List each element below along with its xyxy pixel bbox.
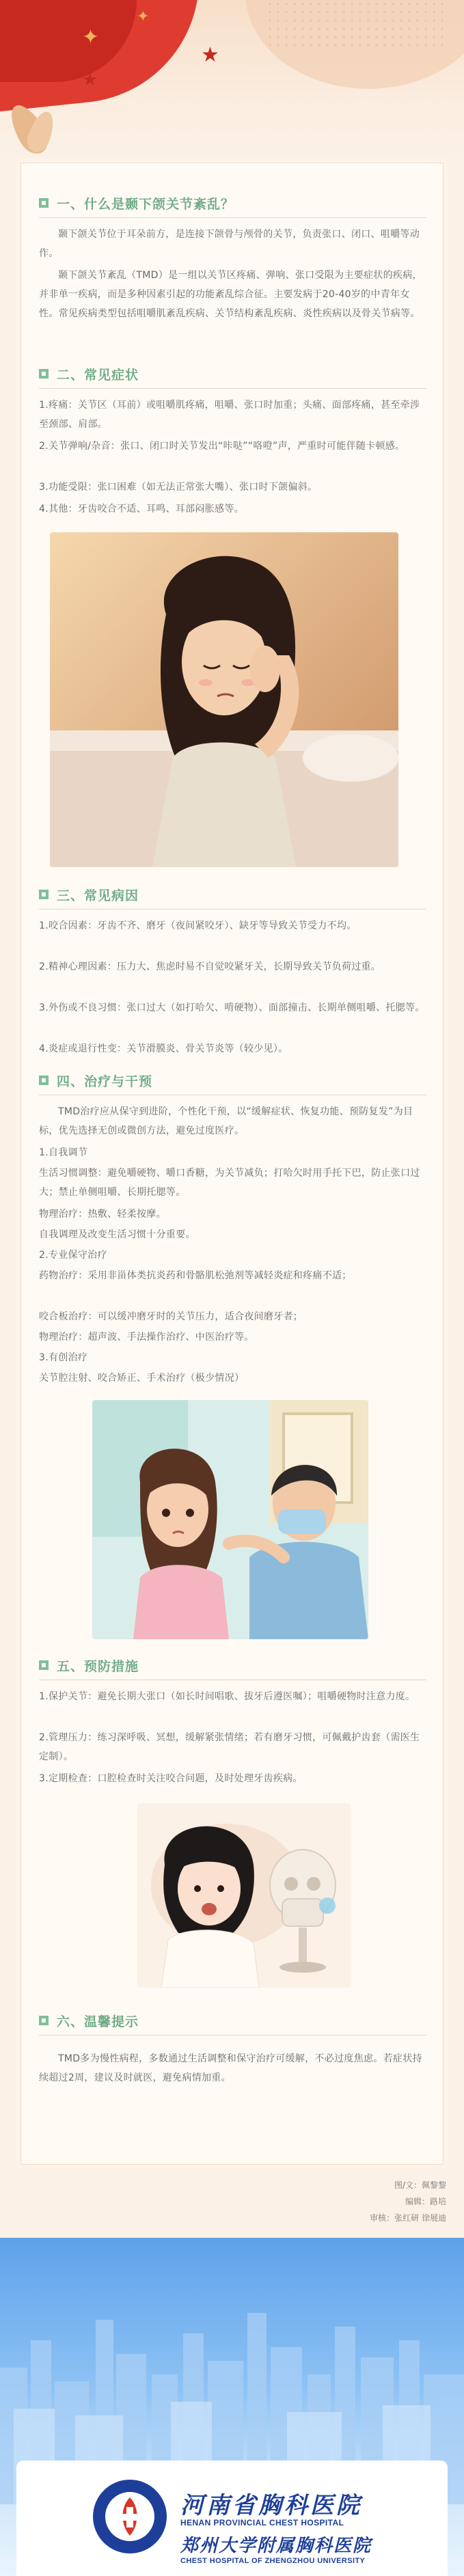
- star-icon: ★: [201, 43, 219, 67]
- list-item: 2.精神心理因素：压力大、焦虑时易不自觉咬紧牙关，长期导致关节负荷过重。: [39, 961, 381, 972]
- decorative-dots: [266, 0, 443, 48]
- section-heading: [39, 1653, 139, 1677]
- section-square-icon: [39, 890, 49, 899]
- list-item: 咬合板治疗：可以缓冲磨牙时的关节压力，适合夜间磨牙者；: [39, 1311, 303, 1322]
- list-item: 4.炎症或退行性变：关节滑膜炎、骨关节炎等（较少见）。: [39, 1043, 288, 1054]
- credits: [370, 2177, 446, 2226]
- divider: [39, 217, 426, 218]
- section-heading: [39, 882, 139, 907]
- article-card: [21, 163, 443, 2165]
- list-item: 关节腔注射、咬合矫正、手术治疗（极少情况）: [39, 1373, 245, 1384]
- list-item: 1.疼痛：关节区（耳前）或咀嚼肌疼痛，咀嚼、张口时加重；头痛、面部疼痛，甚至牵涉至颈部、肩部。: [39, 400, 420, 430]
- section-heading: [39, 191, 234, 215]
- paragraph: TMD多为慢性病程，多数通过生活调整和保守治疗可缓解，不必过度焦虑。若症状持续超过2周，建议及时就医，避免病情加重。: [39, 2053, 422, 2083]
- section-heading: [39, 1068, 152, 1093]
- section-heading: [39, 361, 139, 386]
- section-square-icon: [39, 1660, 49, 1670]
- list-item: 3.定期检查：口腔检查时关注咬合问题，及时处理牙齿疾病。: [39, 1773, 303, 1784]
- list-item: 3.功能受限：张口困难（如无法正常张大嘴）、张口时下颌偏斜。: [39, 482, 318, 493]
- list-item: 1.自我调节: [39, 1147, 88, 1158]
- list-item: 生活习惯调整：避免嚼硬物、嚼口香糖，为关节减负；打哈欠时用手托下巴，防止张口过大；禁止单侧咀嚼、长期托腮等。: [39, 1168, 420, 1198]
- credit-editor: 编辑：路培: [405, 2197, 446, 2206]
- list-item: 2.专业保守治疗: [39, 1250, 107, 1261]
- paragraph: TMD治疗应从保守到进阶，个性化干预，以“缓解症状、恢复功能、预防复发”为目标，优先选择无创或微创方法，避免过度医疗。: [39, 1106, 413, 1136]
- section-title: 六、温馨提示: [57, 2014, 139, 2029]
- list-item: 自我调理及改变生活习惯十分重要。: [39, 1229, 195, 1240]
- list-item: 物理治疗：超声波、手法操作治疗、中医治疗等。: [39, 1332, 254, 1343]
- list-item: 物理治疗：热敷、轻柔按摩。: [39, 1209, 166, 1220]
- illustration-jaw-model: [137, 1803, 351, 1988]
- star-icon: ★: [27, 55, 41, 72]
- list-item: 3.外伤或不良习惯：张口过大（如打哈欠、啃硬物）、面部撞击、长期单侧咀嚼、托腮等。: [39, 1002, 425, 1013]
- section-square-icon: [39, 2016, 49, 2025]
- illustration-doctor-exam: [92, 1400, 368, 1639]
- section-square-icon: [39, 198, 49, 208]
- university-hospital-name-en: CHEST HOSPITAL OF ZHENGZHOU UNIVERSITY: [180, 2557, 366, 2565]
- section-heading: [39, 2008, 139, 2033]
- credit-reviewer: 审核：张红研 徐展迪: [370, 2213, 446, 2223]
- list-item: 1.咬合因素：牙齿不齐、磨牙（夜间紧咬牙）、缺牙等导致关节受力不均。: [39, 920, 357, 931]
- hospital-logo-panel: [16, 2461, 448, 2576]
- illustration-jaw-pain: [50, 532, 398, 867]
- section-title: 三、常见病因: [57, 888, 139, 903]
- section-title: 五、预防措施: [57, 1658, 139, 1674]
- star-icon: ★: [82, 70, 98, 90]
- list-item: 药物治疗：采用非甾体类抗炎药和骨骼肌松弛剂等减轻炎症和疼痛不适；: [39, 1270, 352, 1281]
- hospital-emblem-icon: [93, 2480, 167, 2553]
- hospital-name-cn: 河南省胸科医院: [180, 2492, 362, 2519]
- credit-author: 图/文：佩黎黎: [394, 2180, 446, 2190]
- section-title: 四、治疗与干预: [57, 1073, 153, 1089]
- paragraph: 颞下颌关节位于耳朵前方，是连接下颌骨与颅骨的关节，负责张口、闭口、咀嚼等动作。: [39, 229, 420, 259]
- section-title: 二、常见症状: [57, 367, 139, 383]
- list-item: 3.有创治疗: [39, 1352, 88, 1363]
- list-item: 1.保护关节：避免长期大张口（如长时间唱歌、拔牙后遵医嘱）；咀嚼硬物时注意力度。: [39, 1691, 415, 1702]
- list-item: 2.管理压力：练习深呼吸、冥想，缓解紧张情绪；若有磨牙习惯，可佩戴护齿套（需医生定制）。: [39, 1732, 420, 1762]
- hospital-name-en: HENAN PROVINCIAL CHEST HOSPITAL: [180, 2518, 344, 2527]
- list-item: 2.关节弹响/杂音：张口、闭口时关节发出“咔哒”“咯噔”声，严重时可能伴随卡顿感。: [39, 441, 405, 452]
- header-banner: [0, 0, 464, 157]
- divider: [39, 2035, 426, 2036]
- footer: [0, 2238, 464, 2576]
- star-icon: ✦: [137, 8, 150, 25]
- section-title: 一、什么是颞下颌关节紊乱？: [57, 196, 235, 212]
- paragraph: 颞下颌关节紊乱（TMD）是一组以关节区疼痛、弹响、张口受限为主要症状的疾病，并非单一疾病，而是多种因素引起的功能紊乱综合征。主要发病于20-40岁的中青年女性。常见疾病类型包括咀嚼肌紊乱疾病、关节结构紊乱疾病、炎性疾病以及骨关节病等。: [39, 270, 422, 319]
- divider: [39, 388, 426, 389]
- section-square-icon: [39, 369, 49, 379]
- university-hospital-name-cn: 郑州大学附属胸科医院: [180, 2536, 372, 2556]
- list-item: 4.其他：牙齿咬合不适、耳鸣、耳部闷胀感等。: [39, 504, 244, 515]
- star-icon: ✦: [82, 25, 100, 49]
- section-square-icon: [39, 1075, 49, 1085]
